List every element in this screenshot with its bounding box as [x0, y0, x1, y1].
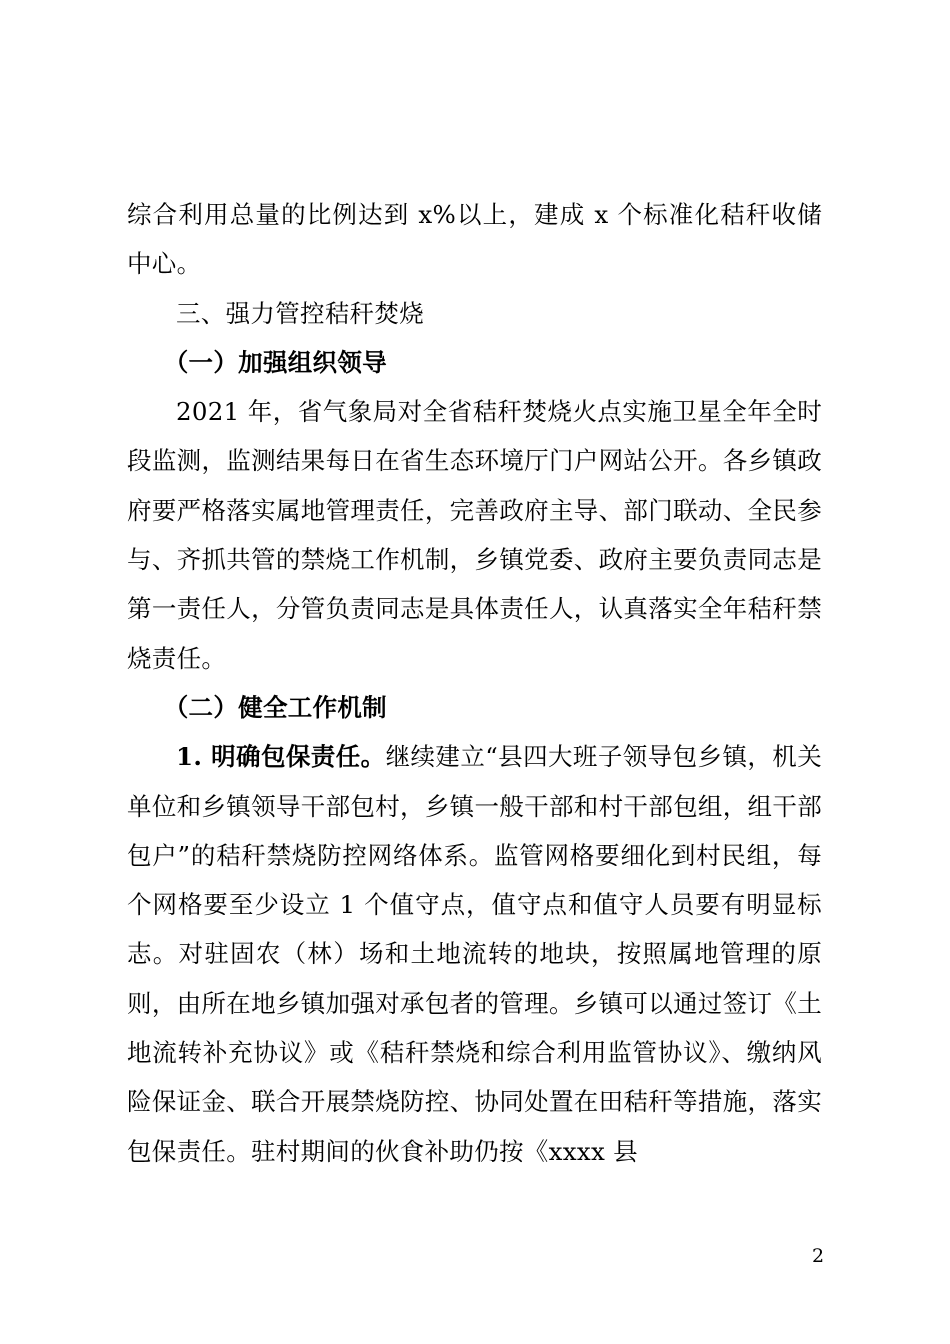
page-number: 2 — [812, 1245, 825, 1267]
document-body — [127, 190, 822, 1176]
paragraph-responsibility — [127, 732, 822, 1176]
paragraph-monitoring: 2021 年，省气象局对全省秸秆焚烧火点实施卫星全年全时段监测，监测结果每日在省生态环境厅门户网站公开。各乡镇政府要严格落实属地管理责任，完善政府主导、部门联动、全民参与、齐抓共管的禁烧工作机制，乡镇党委、政府主要负责同志是第一责任人，分管负责同志是具体责任人，认真落实全年秸秆禁烧责任。 — [127, 397, 822, 673]
subsection-heading: （一）加强组织领导 — [163, 347, 387, 377]
paragraph-body: 继续建立“县四大班子领导包乡镇，机关单位和乡镇领导干部包村，乡镇一般干部和村干部包组，组干部包户”的秸秆禁烧防控网络体系。监管网格要细化到村民组，每个网格要至少设立 1 个值守点，值守点和值守人员要有明显标志。对驻固农（林）场和土地流转的地块，按照属地管理的原则，由所在地乡镇加强对承包者的管理。乡镇可以通过签订《土地流转补充协议》或《秸秆禁烧和综合利用监管协议》、缴纳风险保证金、联合开展禁烧防控、协同处置在田秸秆等措施，落实包保责任。驻村期间的伙食补助仍按《xxxx 县 — [127, 742, 822, 1166]
paragraph-continuation: 综合利用总量的比例达到 x%以上，建成 x 个标准化秸秆收储中心。 — [127, 200, 822, 279]
subsection-heading: （二）健全工作机制 — [163, 692, 387, 722]
paragraph-lead: 1. 明确包保责任。 — [176, 742, 386, 772]
section-heading: 三、强力管控秸秆焚烧 — [176, 298, 424, 328]
